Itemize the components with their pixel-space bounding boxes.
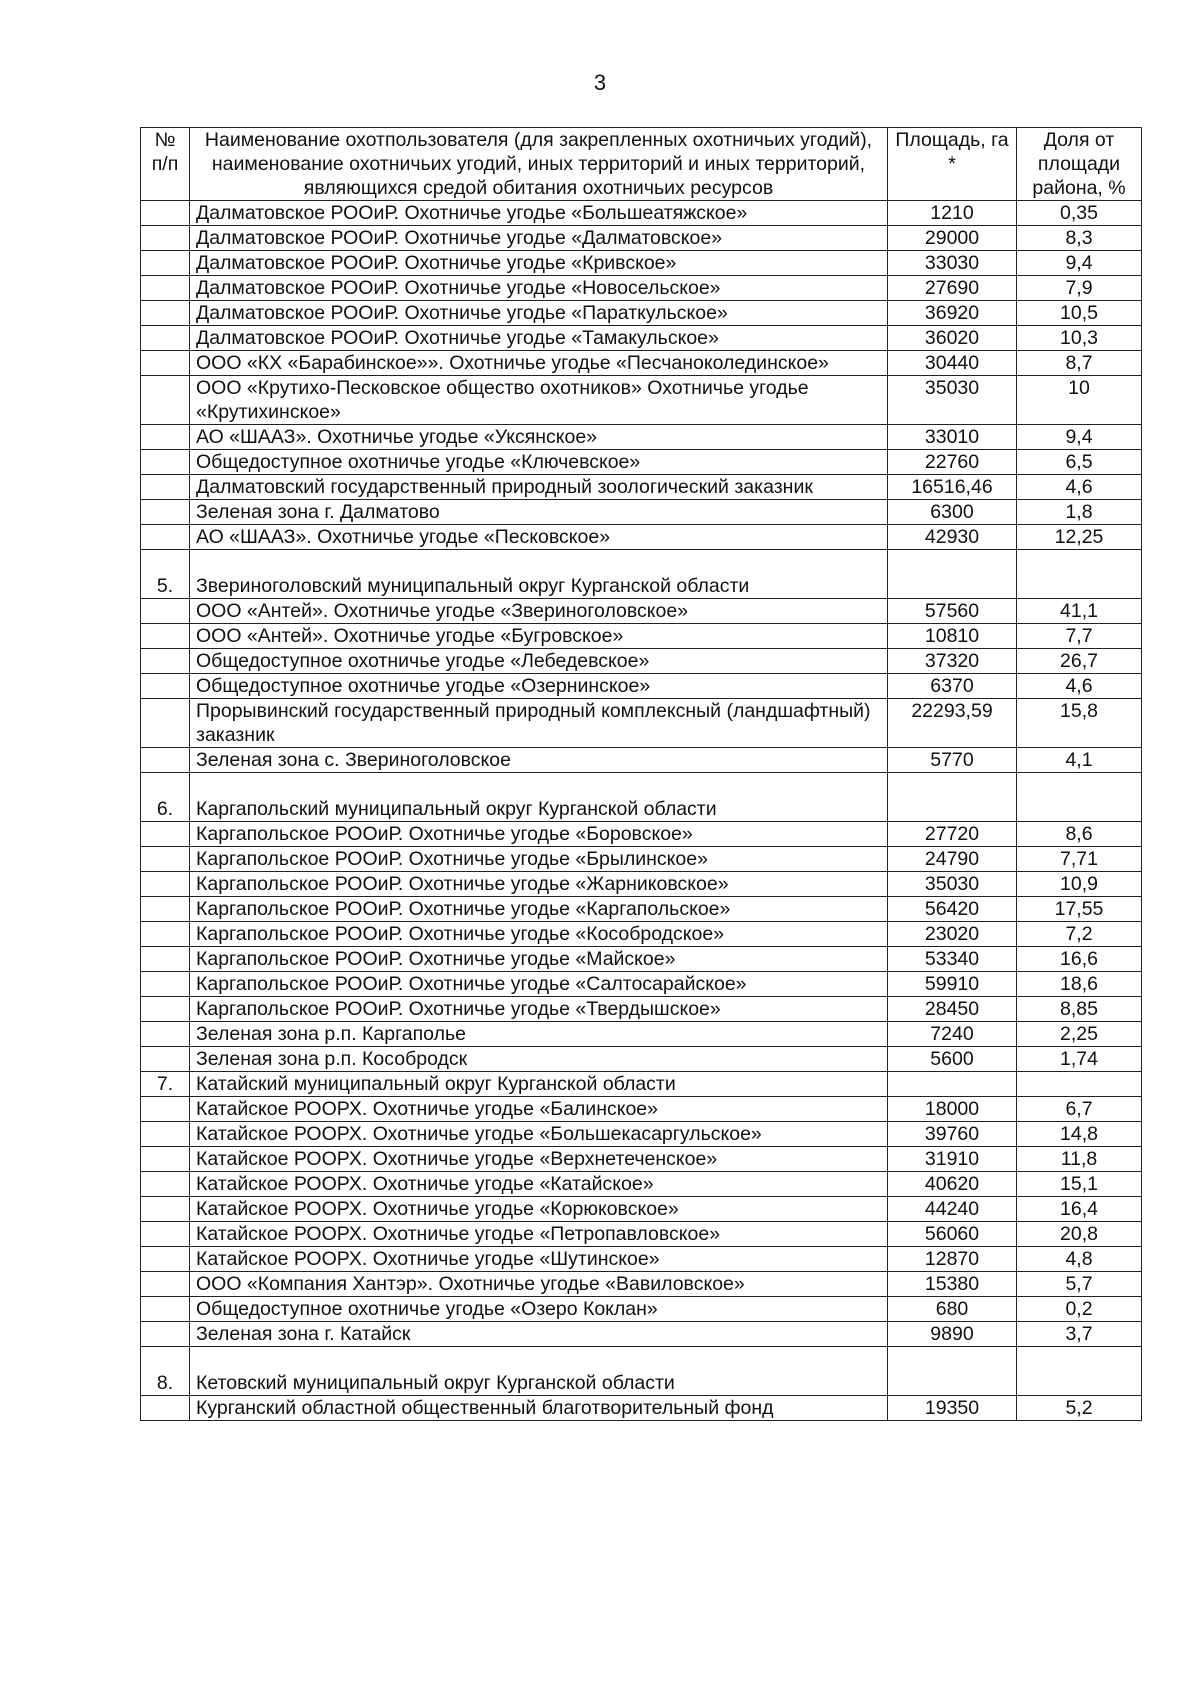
row-share: 7,7 (1017, 624, 1142, 649)
row-area: 31910 (888, 1147, 1017, 1172)
row-name: Катайское РООРХ. Охотничье угодье «Шутинское» (190, 1247, 888, 1272)
row-name: Каргапольское РООиР. Охотничье угодье «Кособродское» (190, 922, 888, 947)
row-area: 6300 (888, 500, 1017, 525)
row-number: 5. (141, 550, 190, 599)
row-area: 33030 (888, 251, 1017, 276)
row-area: 44240 (888, 1197, 1017, 1222)
row-number (141, 649, 190, 674)
row-number (141, 1022, 190, 1047)
row-name: ООО «Компания Хантэр». Охотничье угодье «Вавиловское» (190, 1272, 888, 1297)
row-number (141, 1172, 190, 1197)
row-number (141, 922, 190, 947)
row-area: 12870 (888, 1247, 1017, 1272)
table-row (141, 1222, 1142, 1247)
row-share: 8,3 (1017, 226, 1142, 251)
row-number (141, 276, 190, 301)
row-area: 10810 (888, 624, 1017, 649)
row-area: 19350 (888, 1396, 1017, 1421)
row-area: 59910 (888, 972, 1017, 997)
row-number (141, 1247, 190, 1272)
row-name: Прорывинский государственный природный комплексный (ландшафтный) заказник (190, 699, 888, 748)
row-share: 5,7 (1017, 1272, 1142, 1297)
row-share: 4,6 (1017, 475, 1142, 500)
row-area: 28450 (888, 997, 1017, 1022)
row-number (141, 450, 190, 475)
row-share: 7,71 (1017, 847, 1142, 872)
row-share: 0,2 (1017, 1297, 1142, 1322)
row-share: 20,8 (1017, 1222, 1142, 1247)
row-share: 0,35 (1017, 201, 1142, 226)
row-share (1017, 1072, 1142, 1097)
row-name: АО «ШААЗ». Охотничье угодье «Уксянское» (190, 425, 888, 450)
row-name: Каргапольское РООиР. Охотничье угодье «Майское» (190, 947, 888, 972)
row-number: 8. (141, 1347, 190, 1396)
hunting-grounds-table (140, 127, 1142, 1421)
row-share: 6,5 (1017, 450, 1142, 475)
table-row (141, 1022, 1142, 1047)
row-area: 56420 (888, 897, 1017, 922)
row-share: 10 (1017, 376, 1142, 425)
row-area: 23020 (888, 922, 1017, 947)
table-row (141, 276, 1142, 301)
row-share: 1,74 (1017, 1047, 1142, 1072)
row-name: Курганский областной общественный благотворительный фонд (190, 1396, 888, 1421)
row-number (141, 1122, 190, 1147)
row-name: Катайское РООРХ. Охотничье угодье «Балинское» (190, 1097, 888, 1122)
row-name: Катайское РООРХ. Охотничье угодье «Большекасаргульское» (190, 1122, 888, 1147)
row-share: 8,85 (1017, 997, 1142, 1022)
row-share (1017, 550, 1142, 599)
table-row (141, 872, 1142, 897)
row-area: 16516,46 (888, 475, 1017, 500)
row-area: 33010 (888, 425, 1017, 450)
row-number (141, 674, 190, 699)
row-name: Зеленая зона р.п. Каргаполье (190, 1022, 888, 1047)
row-name: Катайское РООРХ. Охотничье угодье «Петропавловское» (190, 1222, 888, 1247)
row-area: 18000 (888, 1097, 1017, 1122)
row-number (141, 972, 190, 997)
row-number (141, 301, 190, 326)
table-row (141, 475, 1142, 500)
table-row (141, 500, 1142, 525)
row-name: ООО «КХ «Барабинское»». Охотничье угодье «Песчаноколединское» (190, 351, 888, 376)
row-number (141, 947, 190, 972)
row-share: 2,25 (1017, 1022, 1142, 1047)
row-share (1017, 773, 1142, 822)
row-name: Катайское РООРХ. Охотничье угодье «Верхнетеченское» (190, 1147, 888, 1172)
row-number (141, 1047, 190, 1072)
row-number (141, 699, 190, 748)
row-area: 29000 (888, 226, 1017, 251)
header-share: Доля от площади района, % (1017, 128, 1142, 201)
row-share: 9,4 (1017, 251, 1142, 276)
row-area: 5770 (888, 748, 1017, 773)
row-share: 4,1 (1017, 748, 1142, 773)
row-number (141, 251, 190, 276)
row-share: 10,3 (1017, 326, 1142, 351)
row-number (141, 1197, 190, 1222)
table-row (141, 450, 1142, 475)
row-name: Каргапольское РООиР. Охотничье угодье «Брылинское» (190, 847, 888, 872)
row-area: 40620 (888, 1172, 1017, 1197)
row-number (141, 1396, 190, 1421)
row-area: 37320 (888, 649, 1017, 674)
row-area: 9890 (888, 1322, 1017, 1347)
row-number (141, 376, 190, 425)
table-row (141, 922, 1142, 947)
table-row (141, 599, 1142, 624)
row-share: 4,6 (1017, 674, 1142, 699)
section-row (141, 1347, 1142, 1396)
row-name: Каргапольское РООиР. Охотничье угодье «Твердышское» (190, 997, 888, 1022)
row-name: Зеленая зона г. Катайск (190, 1322, 888, 1347)
table-row (141, 699, 1142, 748)
table-row (141, 1247, 1142, 1272)
row-area: 5600 (888, 1047, 1017, 1072)
table-row (141, 1197, 1142, 1222)
row-area: 22293,59 (888, 699, 1017, 748)
row-number (141, 1147, 190, 1172)
row-share: 14,8 (1017, 1122, 1142, 1147)
row-area (888, 1072, 1017, 1097)
row-number (141, 525, 190, 550)
row-area: 6370 (888, 674, 1017, 699)
row-name: Кетовский муниципальный округ Курганской области (190, 1347, 888, 1396)
row-number (141, 1272, 190, 1297)
row-number (141, 1322, 190, 1347)
row-number (141, 326, 190, 351)
row-share: 8,7 (1017, 351, 1142, 376)
row-share: 7,9 (1017, 276, 1142, 301)
row-name: Каргапольское РООиР. Охотничье угодье «Салтосарайское» (190, 972, 888, 997)
row-number: 7. (141, 1072, 190, 1097)
table-row (141, 1122, 1142, 1147)
row-name: Далматовский государственный природный зоологический заказник (190, 475, 888, 500)
table-row (141, 1172, 1142, 1197)
row-number (141, 822, 190, 847)
row-share: 15,8 (1017, 699, 1142, 748)
row-name: Далматовское РООиР. Охотничье угодье «Параткульское» (190, 301, 888, 326)
row-area: 27720 (888, 822, 1017, 847)
section-row (141, 773, 1142, 822)
row-name: Катайское РООРХ. Охотничье угодье «Корюковское» (190, 1197, 888, 1222)
row-share: 8,6 (1017, 822, 1142, 847)
table-header-row (141, 128, 1142, 201)
row-share: 16,4 (1017, 1197, 1142, 1222)
row-share: 7,2 (1017, 922, 1142, 947)
row-name: Далматовское РООиР. Охотничье угодье «Тамакульское» (190, 326, 888, 351)
row-number (141, 425, 190, 450)
row-name: ООО «Крутихо-Песковское общество охотников» Охотничье угодье «Крутихинское» (190, 376, 888, 425)
table-row (141, 326, 1142, 351)
row-area: 30440 (888, 351, 1017, 376)
row-share: 4,8 (1017, 1247, 1142, 1272)
table-row (141, 674, 1142, 699)
table-row (141, 997, 1142, 1022)
table-row (141, 847, 1142, 872)
row-area: 24790 (888, 847, 1017, 872)
row-name: Звериноголовский муниципальный округ Курганской области (190, 550, 888, 599)
table-row (141, 201, 1142, 226)
row-name: Далматовское РООиР. Охотничье угодье «Большеатяжское» (190, 201, 888, 226)
row-area: 35030 (888, 872, 1017, 897)
row-number (141, 351, 190, 376)
row-name: Далматовское РООиР. Охотничье угодье «Новосельское» (190, 276, 888, 301)
row-name: ООО «Антей». Охотничье угодье «Бугровское» (190, 624, 888, 649)
table-row (141, 624, 1142, 649)
row-name: Каргапольское РООиР. Охотничье угодье «Боровское» (190, 822, 888, 847)
table-row (141, 301, 1142, 326)
table-body (141, 201, 1142, 1421)
row-area: 7240 (888, 1022, 1017, 1047)
row-number (141, 847, 190, 872)
table-row (141, 226, 1142, 251)
row-name: Каргапольское РООиР. Охотничье угодье «Жарниковское» (190, 872, 888, 897)
row-number (141, 599, 190, 624)
table-row (141, 649, 1142, 674)
row-name: Каргапольский муниципальный округ Курганской области (190, 773, 888, 822)
table-row (141, 947, 1142, 972)
row-number (141, 1097, 190, 1122)
row-number (141, 201, 190, 226)
table-row (141, 1322, 1142, 1347)
table-row (141, 1272, 1142, 1297)
row-name: Зеленая зона г. Далматово (190, 500, 888, 525)
row-share: 6,7 (1017, 1097, 1142, 1122)
row-area (888, 1347, 1017, 1396)
table-row (141, 748, 1142, 773)
row-share: 17,55 (1017, 897, 1142, 922)
row-name: Далматовское РООиР. Охотничье угодье «Кривское» (190, 251, 888, 276)
row-area: 35030 (888, 376, 1017, 425)
table-row (141, 351, 1142, 376)
row-area: 39760 (888, 1122, 1017, 1147)
table-row (141, 1097, 1142, 1122)
row-name: Катайское РООРХ. Охотничье угодье «Катайское» (190, 1172, 888, 1197)
table-row (141, 897, 1142, 922)
table-row (141, 1396, 1142, 1421)
row-number (141, 897, 190, 922)
row-share (1017, 1347, 1142, 1396)
row-name: Каргапольское РООиР. Охотничье угодье «Каргапольское» (190, 897, 888, 922)
row-share: 41,1 (1017, 599, 1142, 624)
table-row (141, 972, 1142, 997)
row-area: 53340 (888, 947, 1017, 972)
page-number: 3 (593, 70, 607, 95)
table-row (141, 376, 1142, 425)
row-share: 3,7 (1017, 1322, 1142, 1347)
row-share: 10,5 (1017, 301, 1142, 326)
row-name: Общедоступное охотничье угодье «Лебедевское» (190, 649, 888, 674)
row-name: Общедоступное охотничье угодье «Озеро Коклан» (190, 1297, 888, 1322)
header-number: № п/п (141, 128, 190, 201)
row-number (141, 624, 190, 649)
row-name: ООО «Антей». Охотничье угодье «Звериноголовское» (190, 599, 888, 624)
row-area (888, 550, 1017, 599)
row-number: 6. (141, 773, 190, 822)
row-number (141, 748, 190, 773)
row-name: Общедоступное охотничье угодье «Ключевское» (190, 450, 888, 475)
row-area: 42930 (888, 525, 1017, 550)
row-name: АО «ШААЗ». Охотничье угодье «Песковское» (190, 525, 888, 550)
row-area: 1210 (888, 201, 1017, 226)
row-share: 16,6 (1017, 947, 1142, 972)
row-area: 15380 (888, 1272, 1017, 1297)
row-number (141, 226, 190, 251)
table-row (141, 822, 1142, 847)
row-name: Зеленая зона с. Звериноголовское (190, 748, 888, 773)
row-area (888, 773, 1017, 822)
row-area: 36920 (888, 301, 1017, 326)
row-name: Общедоступное охотничье угодье «Озернинское» (190, 674, 888, 699)
table-row (141, 1047, 1142, 1072)
row-number (141, 1297, 190, 1322)
section-row (141, 550, 1142, 599)
row-number (141, 1222, 190, 1247)
row-share: 11,8 (1017, 1147, 1142, 1172)
row-number (141, 997, 190, 1022)
table-row (141, 1147, 1142, 1172)
row-area: 56060 (888, 1222, 1017, 1247)
table-row (141, 251, 1142, 276)
row-name: Зеленая зона р.п. Кособродск (190, 1047, 888, 1072)
table-row (141, 1072, 1142, 1097)
row-share: 26,7 (1017, 649, 1142, 674)
table-row (141, 525, 1142, 550)
row-area: 27690 (888, 276, 1017, 301)
row-name: Далматовское РООиР. Охотничье угодье «Далматовское» (190, 226, 888, 251)
row-number (141, 500, 190, 525)
header-name: Наименование охотпользователя (для закрепленных охотничьих угодий), наименование охотничьих угодий, иных территорий и иных территорий, являющихся средой обитания охотничьих ресурсов (190, 128, 888, 201)
row-share: 1,8 (1017, 500, 1142, 525)
row-share: 15,1 (1017, 1172, 1142, 1197)
header-area: Площадь, га * (888, 128, 1017, 201)
row-area: 680 (888, 1297, 1017, 1322)
row-area: 57560 (888, 599, 1017, 624)
row-number (141, 475, 190, 500)
row-share: 9,4 (1017, 425, 1142, 450)
table-row (141, 1297, 1142, 1322)
row-share: 12,25 (1017, 525, 1142, 550)
row-area: 22760 (888, 450, 1017, 475)
row-share: 5,2 (1017, 1396, 1142, 1421)
table-row (141, 425, 1142, 450)
row-share: 18,6 (1017, 972, 1142, 997)
row-name: Катайский муниципальный округ Курганской области (190, 1072, 888, 1097)
row-share: 10,9 (1017, 872, 1142, 897)
row-number (141, 872, 190, 897)
row-area: 36020 (888, 326, 1017, 351)
